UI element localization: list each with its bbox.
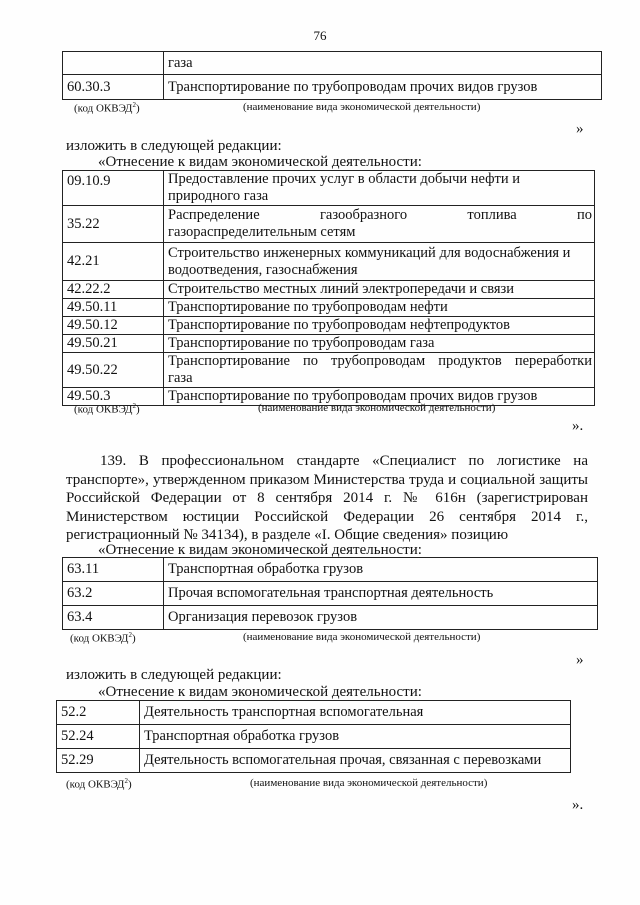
okved-table-1 <box>62 170 595 406</box>
table-cell-code: 52.24 <box>57 725 140 749</box>
table-cell-name: Прочая вспомогательная транспортная деятельность <box>164 582 598 606</box>
table-cell-code: 49.50.21 <box>63 335 164 353</box>
caption-name: (наименование вида экономической деятельности) <box>243 631 481 643</box>
table-cell-name: Предоставление прочих услуг в области добычи нефти и природного газа <box>164 171 595 206</box>
caption-name: (наименование вида экономической деятельности) <box>250 777 488 789</box>
table-cell-name: Транспортирование по трубопроводам нефтепродуктов <box>164 317 595 335</box>
section-title: «Отнесение к видам экономической деятельности: <box>98 542 422 558</box>
quote-close: » <box>576 652 584 668</box>
table-cell-name: Деятельность транспортная вспомогательная <box>140 701 571 725</box>
caption-name: (наименование вида экономической деятельности) <box>258 402 496 414</box>
caption-code: (код ОКВЭД$^2$) <box>74 402 140 416</box>
table-cell-code: 35.22 <box>63 206 164 243</box>
table-cell-name: Транспортная обработка грузов <box>164 558 598 582</box>
table-cell-name: Строительство местных линий электропередачи и связи <box>164 281 595 299</box>
table-cell-code <box>63 52 164 75</box>
caption-name: (наименование вида экономической деятельности) <box>243 101 481 113</box>
table-cell-name: Транспортирование по трубопроводам прочих видов грузов <box>164 75 602 100</box>
quote-close: » <box>576 121 584 137</box>
table-cell-name: Строительство инженерных коммуникаций для водоснабжения и водоотведения, газоснабжения <box>164 243 595 281</box>
table-cell-name: Транспортирование по трубопроводам прочих видов грузов <box>164 388 595 406</box>
replace-text: изложить в следующей редакции: <box>66 138 282 154</box>
okved-table-2 <box>62 557 598 630</box>
replace-text: изложить в следующей редакции: <box>66 667 282 683</box>
caption-code: (код ОКВЭД$^2$) <box>66 777 132 791</box>
table-cell-code: 49.50.12 <box>63 317 164 335</box>
table-cell-name: Деятельность вспомогательная прочая, связанная с перевозками <box>140 749 571 773</box>
table-cell-name: Транспортная обработка грузов <box>140 725 571 749</box>
top-table <box>62 51 602 100</box>
quote-close-period: ». <box>572 797 584 813</box>
table-cell-code: 49.50.22 <box>63 353 164 388</box>
table-cell-name: Транспортирование по трубопроводам нефти <box>164 299 595 317</box>
table-cell-name: Распределение газообразного топлива по газораспределительным сетям <box>164 206 595 243</box>
table-cell-code: 52.29 <box>57 749 140 773</box>
table-cell-code: 49.50.11 <box>63 299 164 317</box>
caption-code: (код ОКВЭД$^2$) <box>70 631 136 645</box>
page-number: 76 <box>313 28 327 43</box>
table-cell-code: 63.2 <box>63 582 164 606</box>
table-cell-code: 42.21 <box>63 243 164 281</box>
table-cell-code: 49.50.3 <box>63 388 164 406</box>
quote-close-period: ». <box>572 418 584 434</box>
table-cell-code: 60.30.3 <box>63 75 164 100</box>
okved-table-3 <box>56 700 571 773</box>
table-cell-name: Организация перевозок грузов <box>164 606 598 630</box>
table-cell-name: Транспортирование по трубопроводам продуктов переработки газа <box>164 353 595 388</box>
table-cell-name: газа <box>164 52 602 75</box>
table-cell-code: 52.2 <box>57 701 140 725</box>
table-cell-code: 63.11 <box>63 558 164 582</box>
paragraph-139: 139. В профессиональном стандарте «Специалист по логистике на транспорте», утвержденном приказом Министерства труда и социальной защиты Российской Федерации от 8 сентября 2014 г. № 616н (зарегистрирован Министерством юстиции Российской Федерации 26 сентября 2014 г., регистрационный № 34134), в разделе «I. Общие сведения» позицию <box>66 453 588 543</box>
table-cell-code: 42.22.2 <box>63 281 164 299</box>
table-cell-code: 63.4 <box>63 606 164 630</box>
section-title: «Отнесение к видам экономической деятельности: <box>98 154 422 170</box>
table-cell-code: 09.10.9 <box>63 171 164 206</box>
caption-code: (код ОКВЭД$^2$) <box>74 101 140 115</box>
section-title: «Отнесение к видам экономической деятельности: <box>98 684 422 700</box>
table-cell-name: Транспортирование по трубопроводам газа <box>164 335 595 353</box>
